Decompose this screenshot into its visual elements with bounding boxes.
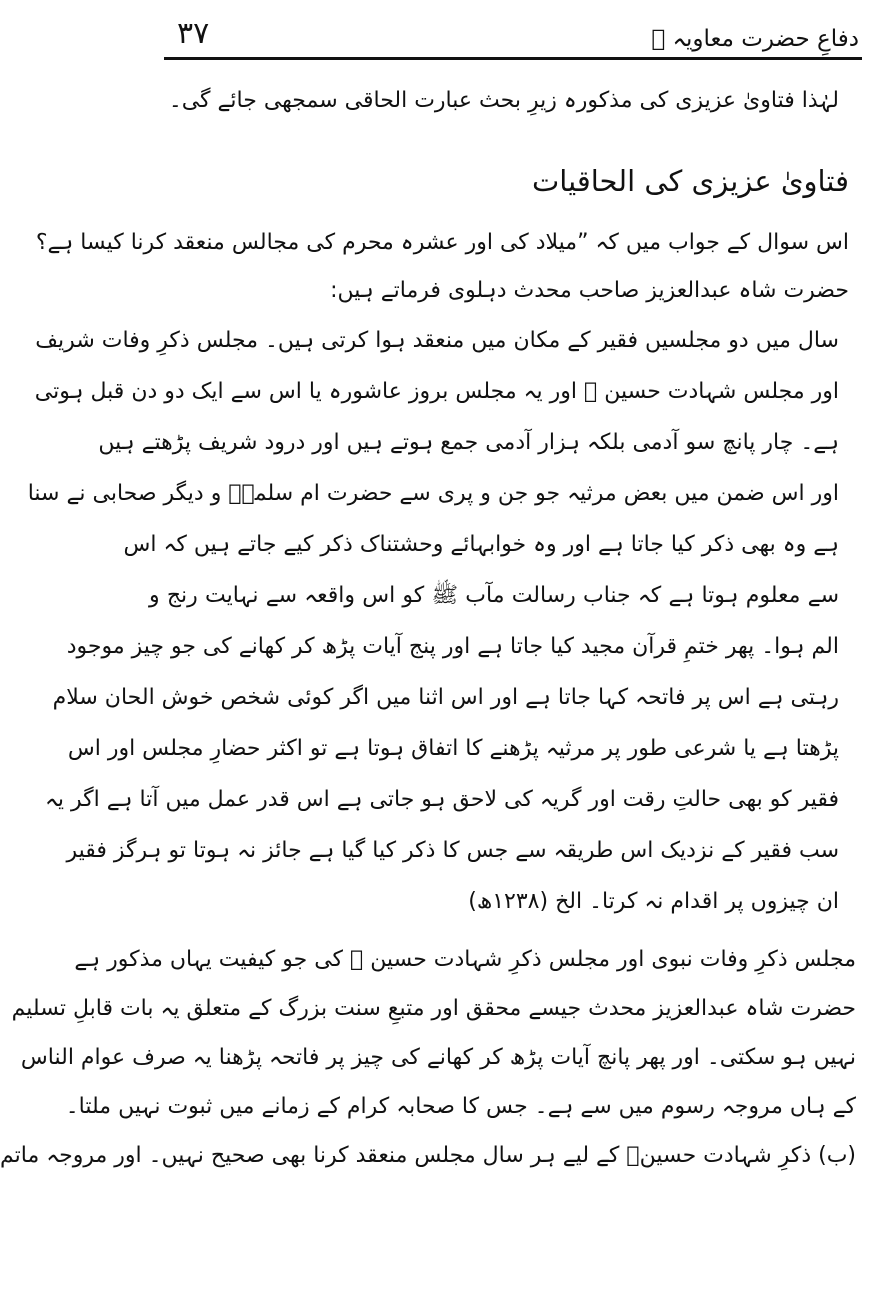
commentary-line: (ب) ذکرِ شہادت حسینؓ کے لیے ہر سال مجلس منعقد کرنا بھی صحیح نہیں۔ اور مروجہ ماتم <box>0 1143 856 1168</box>
quote-line: پڑھتا ہے یا شرعی طور پر مرثیہ پڑھنے کا اتفاق ہوتا ہے تو اکثر حضارِ مجلس اور اس <box>67 736 839 761</box>
quote-line: فقیر کو بھی حالتِ رقت اور گریہ کی لاحق ہو جاتی ہے اس قدر عمل میں آتا ہے اگر یہ <box>45 787 839 812</box>
intro-line: لہٰذا فتاویٰ عزیزی کی مذکورہ زیرِ بحث عبارت الحاقی سمجھی جائے گی۔ <box>168 88 839 113</box>
page-number: ۳۷ <box>177 16 210 51</box>
running-title: دفاعِ حضرت معاویہ ﷜ <box>651 26 859 52</box>
commentary-line: حضرت شاہ عبدالعزیز محدث جیسے محقق اور متبعِ سنت بزرگ کے متعلق یہ بات قابلِ تسلیم <box>11 996 856 1021</box>
quote-line: سال میں دو مجلسیں فقیر کے مکان میں منعقد ہوا کرتی ہیں۔ مجلس ذکرِ وفات شریف <box>35 328 839 353</box>
commentary-line: نہیں ہو سکتی۔ اور پھر پانچ آیات پڑھ کر کھانے کی چیز پر فاتحہ پڑھنا یہ صرف عوام الناس <box>20 1045 856 1070</box>
attribution-line: حضرت شاہ عبدالعزیز صاحب محدث دہلوی فرماتے ہیں: <box>330 278 849 303</box>
quote-line: رہتی ہے اس پر فاتحہ کہا جاتا ہے اور اس اثنا میں اگر کوئی شخص خوش الحان سلام <box>52 685 839 710</box>
section-heading: فتاویٰ عزیزی کی الحاقیات <box>531 164 849 198</box>
quote-line: ہے وہ بھی ذکر کیا جاتا ہے اور وہ خوابہائے وحشتناک ذکر کیے جاتے ہیں کہ اس <box>123 532 839 557</box>
quote-line: اور اس ضمن میں بعض مرثیہ جو جن و پری سے حضرت ام سلمہؓ و دیگر صحابی نے سنا <box>27 481 839 506</box>
commentary-line: کے ہاں مروجہ رسوم میں سے ہے۔ جس کا صحابہ کرام کے زمانے میں ثبوت نہیں ملتا۔ <box>65 1094 856 1119</box>
quote-reference-line: ان چیزوں پر اقدام نہ کرتا۔ الخ (۱۲۳۸ھ) <box>468 889 839 914</box>
page-header <box>169 10 859 60</box>
quote-line: سب فقیر کے نزدیک اس طریقہ سے جس کا ذکر کیا گیا ہے جائز نہ ہوتا تو ہرگز فقیر <box>66 838 839 863</box>
quote-line: سے معلوم ہوتا ہے کہ جناب رسالت مآب ﷺ کو اس واقعہ سے نہایت رنج و <box>149 583 839 608</box>
quote-line: الم ہوا۔ پھر ختمِ قرآن مجید کیا جاتا ہے اور پنج آیات پڑھ کر کھانے کی جو چیز موجود <box>66 634 839 659</box>
header-rule <box>164 57 862 60</box>
commentary-line: مجلس ذکرِ وفات نبوی اور مجلس ذکرِ شہادت حسین ﷜ کی جو کیفیت یہاں مذکور ہے <box>74 947 856 972</box>
quote-line: ہے۔ چار پانچ سو آدمی بلکہ ہزار آدمی جمع ہوتے ہیں اور درود شریف پڑھتے ہیں <box>98 430 839 455</box>
question-line: اس سوال کے جواب میں کہ ”میلاد کی اور عشرہ محرم کی مجالس منعقد کرنا کیسا ہے؟ <box>35 230 849 255</box>
quote-line: اور مجلس شہادت حسین ﷜ اور یہ مجلس بروز عاشورہ یا اس سے ایک دو دن قبل ہوتی <box>34 379 839 404</box>
